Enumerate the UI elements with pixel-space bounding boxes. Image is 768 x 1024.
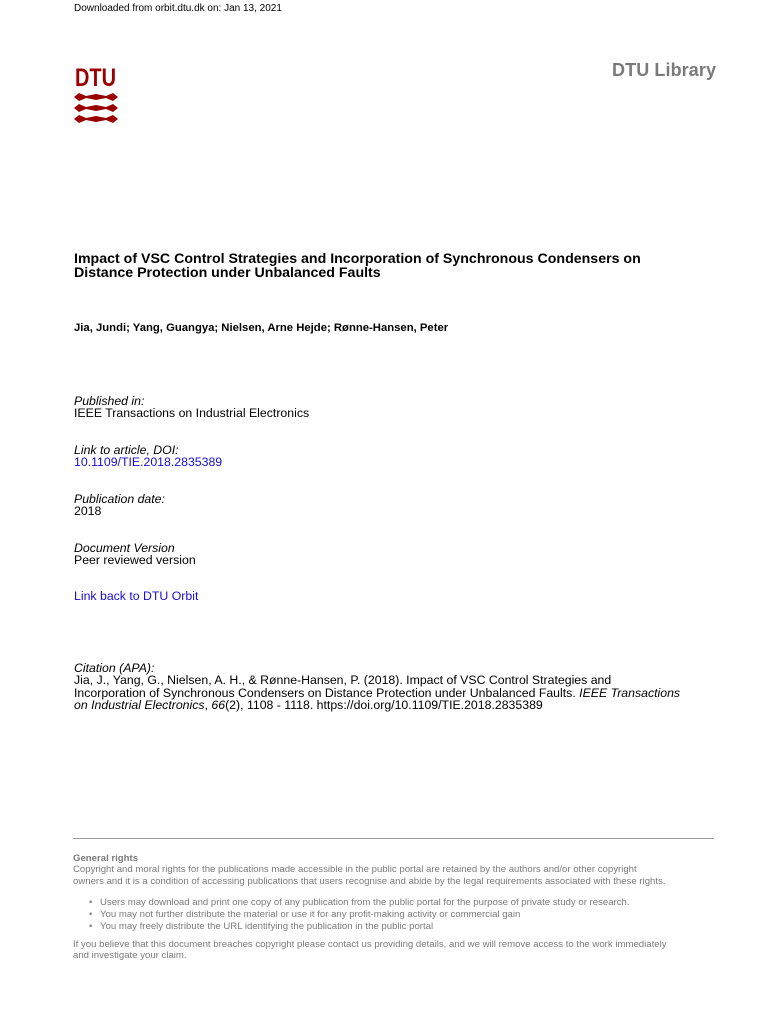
list-item xyxy=(89,909,718,921)
list-item-text: You may not further distribute the material or use it for any profit-making activity or commercial gain xyxy=(100,908,521,920)
citation-text: Incorporation of Synchronous Condensers on Distance Protection under Unbalanced Faults. xyxy=(74,685,580,700)
citation-journal: on Industrial Electronics xyxy=(74,698,205,713)
publication-date-value: 2018 xyxy=(74,504,102,519)
doi-block xyxy=(74,444,222,469)
document-version-value: Peer reviewed version xyxy=(74,553,196,568)
citation-volume: 66 xyxy=(211,698,226,713)
dtu-library-label: DTU Library xyxy=(612,60,717,80)
document-version-block xyxy=(74,542,196,567)
list-item xyxy=(89,897,718,909)
general-rights-section xyxy=(73,853,718,961)
rights-list xyxy=(73,897,718,933)
doi-link[interactable]: 10.1109/TIE.2018.2835389 xyxy=(74,455,223,470)
general-rights-line: owners and it is a condition of accessing publications that users recognise and abide by the legal requirements associated with these rights. xyxy=(73,875,666,887)
citation-separator: , xyxy=(204,698,212,713)
citation-block xyxy=(74,662,724,712)
paper-title-line: Distance Protection under Unbalanced Faults xyxy=(74,265,381,281)
breach-notice xyxy=(73,939,718,962)
bullet-icon: • xyxy=(89,920,93,932)
citation-line: Jia, J., Yang, G., Nielsen, A. H., & Rønne-Hansen, P. (2018). Impact of VSC Control Strategies and xyxy=(74,673,612,688)
list-item-text: You may freely distribute the URL identifying the publication in the public portal xyxy=(100,920,434,932)
citation-text: (2), 1108 - 1118. https://doi.org/10.1109/TIE.2018.2835389 xyxy=(225,698,543,713)
citation-line xyxy=(74,699,724,711)
paper-title-line: Impact of VSC Control Strategies and Incorporation of Synchronous Condensers on xyxy=(74,251,641,267)
paper-title xyxy=(74,252,714,280)
doi-label: Link to article, DOI: xyxy=(74,443,179,457)
download-note: Downloaded from orbit.dtu.dk on: Jan 13, 2021 xyxy=(74,3,282,14)
publication-date-block xyxy=(74,493,165,518)
citation-label: Citation (APA): xyxy=(74,661,155,675)
published-in-block xyxy=(74,395,309,420)
document-version-label: Document Version xyxy=(74,541,175,555)
authors: Jia, Jundi; Yang, Guangya; Nielsen, Arne Hejde; Rønne-Hansen, Peter xyxy=(74,322,449,334)
published-in-value: IEEE Transactions on Industrial Electronics xyxy=(74,406,310,421)
list-item-text: Users may download and print one copy of any publication from the public portal for the purpose of private study or research. xyxy=(100,896,630,908)
citation-journal: IEEE Transactions xyxy=(579,685,681,700)
list-item xyxy=(89,921,718,933)
dtu-logo-text: DTU xyxy=(75,64,116,92)
general-rights-text xyxy=(73,864,718,887)
bullet-icon: • xyxy=(89,896,93,908)
section-divider xyxy=(73,838,714,839)
general-rights-heading: General rights xyxy=(73,853,139,864)
dtu-logo xyxy=(74,63,118,127)
breach-notice-line: and investigate your claim. xyxy=(73,950,187,962)
general-rights-line: Copyright and moral rights for the publications made accessible in the public portal are retained by the authors and/or other copyright xyxy=(73,864,637,876)
publication-date-label: Publication date: xyxy=(74,492,165,506)
breach-notice-line: If you believe that this document breaches copyright please contact us providing details, and we will remove access to the work immediately xyxy=(73,938,667,950)
published-in-label: Published in: xyxy=(74,394,145,408)
bullet-icon: • xyxy=(89,908,93,920)
dtu-orbit-link[interactable]: Link back to DTU Orbit xyxy=(74,589,199,603)
dtu-wave-mark xyxy=(74,93,118,123)
